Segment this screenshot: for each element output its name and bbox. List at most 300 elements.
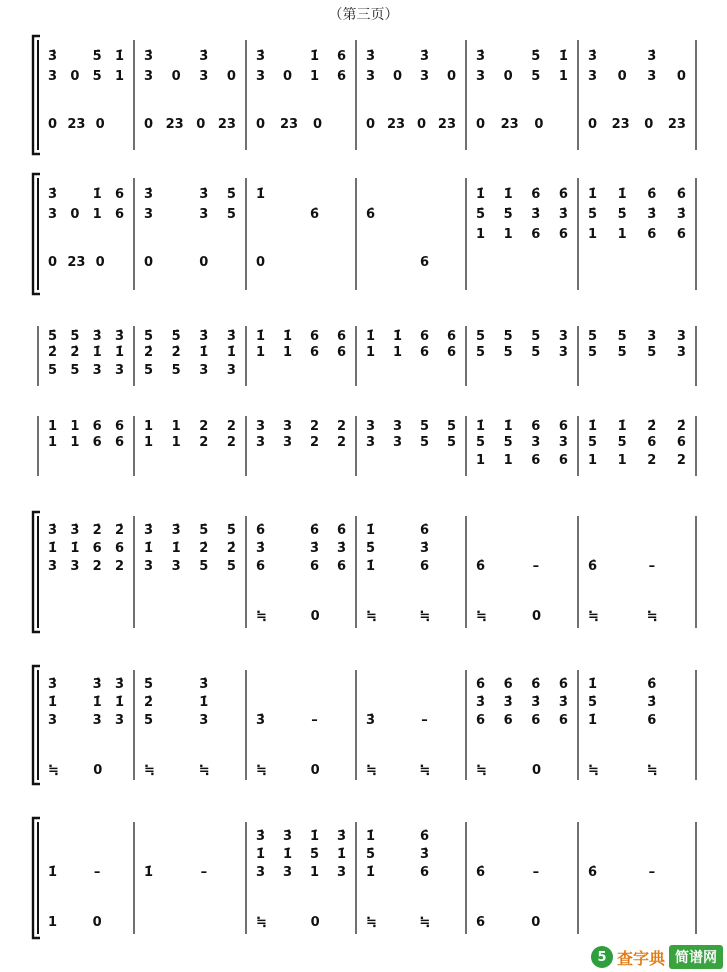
note: 3 [48,68,58,84]
note: 5 [199,558,209,574]
note: 3 [92,712,102,728]
note: 3 [336,864,346,880]
note: 6 [647,434,657,450]
note-row [476,762,568,778]
note-row [144,762,236,778]
note-row [366,828,456,844]
measure [366,326,456,386]
note-row [256,418,346,434]
note-row [144,434,236,450]
note-row [476,452,568,468]
note: 3̇ [199,328,209,344]
note: 0 [48,254,58,270]
note: 3̇ [144,186,154,202]
note: 1̇ [588,712,598,728]
note: 5 [144,362,154,378]
note: 5 [446,434,456,450]
note: 3̇ [256,828,266,844]
note: 6 [309,328,320,344]
note: 2̇ [647,418,657,434]
note: 1̇ [282,846,293,862]
note: 5 [48,362,58,378]
note: 3̇ [256,48,266,64]
note: 6̇ [503,676,513,692]
note: 3 [366,434,376,450]
note: 6̇ [647,676,657,692]
note-row [48,676,124,692]
note: 6 [419,328,430,344]
note: 5 [476,328,486,344]
note: 1̇ [366,828,376,844]
note-row [588,418,686,434]
note: – [421,712,428,728]
note-row [366,608,456,624]
note: 6 [647,226,657,242]
note: 0 [503,68,513,84]
note: 3̇ [70,522,80,538]
note: 3 [476,68,486,84]
note-row [588,676,686,692]
note: 5 [446,418,456,434]
note: 3̇ [92,676,102,692]
note: 0 [95,116,105,132]
note: 3 [392,418,403,434]
note: 1 [144,434,154,450]
note: 5 [503,434,513,450]
note: 6̇ [366,206,376,222]
note: 2̇ [48,344,58,360]
note: 6̇ [476,676,486,692]
note: 1̇ [114,344,124,360]
measure [48,516,124,628]
note: – [532,558,540,574]
note: 0 [144,116,154,132]
watermark-logo-icon: 5 [591,946,613,968]
note: 1 [617,452,627,468]
note-row [48,540,124,556]
note: 2̇ [144,694,154,710]
note-row [256,116,346,132]
note: 2 [199,418,209,434]
note: 1 [617,226,627,242]
note: 1̇ [392,328,403,344]
note: 1 [282,344,293,360]
note: 3̇ [419,48,430,64]
note-row [366,186,456,202]
note: 6 [114,434,124,450]
note: 2 [647,452,657,468]
note: 5 [531,68,541,84]
note: ≒ [419,914,431,930]
note: 3 [226,362,236,378]
note-row [366,676,456,692]
note-row [588,328,686,344]
note: 1 [48,434,58,450]
note: 1̇ [366,864,376,880]
note: 3 [419,68,430,84]
note: 23 [667,116,686,132]
score-system [0,326,727,386]
note: 6 [647,712,657,728]
note-row [144,676,236,692]
note: 1̇ [256,328,266,344]
note-row [588,864,686,880]
note-row [588,344,686,360]
note-row [588,608,686,624]
note: 2̇ [226,540,236,556]
note-row [144,828,236,844]
note: 0 [531,762,541,778]
note: 6 [676,434,686,450]
note: 5̇ [226,522,236,538]
note-row [366,206,456,222]
note: 1̇ [48,694,58,710]
note-row [256,254,346,270]
note: 1̇ [70,540,80,556]
note: 5 [588,434,598,450]
note-row [588,186,686,202]
note-row [588,762,686,778]
note-row [48,328,124,344]
measure [256,416,346,476]
note: 5̇ [309,846,320,862]
note: 1̇ [476,186,486,202]
note: 3̇ [419,540,430,556]
note: ≒ [588,762,599,778]
note: – [311,712,318,728]
note: 3 [588,68,598,84]
note: 5 [531,328,541,344]
note: 0 [310,608,320,624]
note: 3̇ [558,694,568,710]
note-row [256,344,346,360]
note-row [366,68,456,84]
note: 6̇ [309,206,320,222]
note: 1̇ [171,540,181,556]
note-row [366,712,456,728]
note: 5 [617,434,627,450]
note-row [48,344,124,360]
note: 1̇ [366,328,376,344]
note-row [144,362,236,378]
note: 3̇ [503,694,513,710]
note: 5̇ [366,540,376,556]
note: 0 [531,608,541,624]
note: 23 [217,116,236,132]
note: – [648,558,656,574]
note: 1̇ [256,846,266,862]
note: 3 [144,206,154,222]
note: 6 [676,226,686,242]
note-row [48,68,124,84]
note: – [532,864,540,880]
note: 1 [503,452,513,468]
note-row [476,48,568,64]
note: 3̇ [476,48,486,64]
measure [366,40,456,150]
note: 6 [446,344,456,360]
note: 5̇ [144,676,154,692]
note: 3 [366,418,376,434]
note: 6 [336,48,346,64]
note: 1 [588,452,598,468]
note-row [144,48,236,64]
note: 5̇ [531,48,541,64]
note: 2 [92,558,102,574]
note-row [476,540,568,556]
note-row [48,418,124,434]
note-row [48,558,124,574]
note: 3̇ [48,522,58,538]
note: 23 [67,116,86,132]
note-row [144,186,236,202]
note-row [476,914,568,930]
note-row [366,418,456,434]
note: 2̇ [70,344,80,360]
note-row [48,712,124,728]
note-row [256,328,346,344]
measure [144,326,236,386]
note: 3 [676,344,686,360]
note-row [48,254,124,270]
note: 6̇ [476,558,486,574]
note: 6̇ [531,186,541,202]
note: 1̇ [309,828,320,844]
note-row [588,540,686,556]
score-system [0,670,727,780]
note: 3̇ [476,694,486,710]
note-row [256,676,346,692]
note: 0 [199,254,209,270]
note: 5̇ [588,694,598,710]
score-system [0,40,727,150]
note: 1̇ [617,186,627,202]
note: 1̇ [588,418,598,434]
note-row [366,694,456,710]
note-row [366,48,456,64]
note: 1 [70,418,80,434]
note: 1̇ [199,694,209,710]
note-row [366,254,456,270]
note-row [588,206,686,222]
note: 2̇ [114,522,124,538]
note: 23 [500,116,519,132]
note: 1̇ [588,186,598,202]
note: 3 [531,434,541,450]
note-row [366,344,456,360]
measure [144,40,236,150]
watermark [591,944,723,970]
note-row [48,186,124,202]
note: 5 [70,362,80,378]
note-row [366,846,456,862]
note-row [144,540,236,556]
note: 0 [48,116,58,132]
note-row [48,694,124,710]
note: 3 [199,362,209,378]
measure [366,516,456,628]
note: 3̇ [531,206,541,222]
note-row [144,522,236,538]
note: 0 [226,68,236,84]
note: 5 [92,68,102,84]
note-row [476,206,568,222]
note: 1̇ [558,48,568,64]
note: ≒ [144,762,155,778]
measure [366,178,456,290]
note: ≒ [256,762,267,778]
note: ≒ [366,762,377,778]
note: 1 [171,418,181,434]
note: 1̇ [92,186,102,202]
note: 2 [309,434,320,450]
note: 5̇ [476,206,486,222]
note: 6 [531,226,541,242]
note-row [144,206,236,222]
note-row [144,558,236,574]
note-row [476,434,568,450]
note: 6 [114,186,124,202]
note: 0 [95,254,105,270]
measure [476,670,568,780]
note: 3̇ [336,540,346,556]
note: 3 [48,712,58,728]
note: 5 [531,344,541,360]
note: 1 [476,226,486,242]
note: 1 [366,344,376,360]
note: 6 [419,254,430,270]
note: 3̇ [114,676,124,692]
note: 3̇ [336,828,346,844]
note: 6 [558,418,568,434]
note: 1̇ [476,418,486,434]
note: 1̇ [226,344,236,360]
note: 1̇ [92,344,102,360]
note: 3̇ [256,540,266,556]
measure [256,178,346,290]
note-row [48,206,124,222]
note-row [144,344,236,360]
note: 3̇ [676,206,686,222]
note: 1̇ [336,846,346,862]
note: 0 [282,68,293,84]
note-row [256,846,346,862]
note: 6 [558,452,568,468]
note: 3 [199,712,209,728]
score-system [0,822,727,934]
measure [144,822,236,934]
note: 5 [503,344,513,360]
note: 2 [199,434,209,450]
note-row [256,48,346,64]
note: 1̇ [199,344,209,360]
note: 23 [386,116,406,132]
note: ≒ [419,762,431,778]
note-row [366,558,456,574]
note: 1̇ [48,540,58,556]
note: 3 [558,434,568,450]
watermark-brand: 查字典 [616,948,665,968]
note: 2 [676,452,686,468]
measure [588,670,686,780]
note-row [144,68,236,84]
note-row [256,712,346,728]
note: 3 [48,206,58,222]
note: 3̇ [48,48,58,64]
note: 3 [114,712,124,728]
measure [48,416,124,476]
note: 1 [558,68,568,84]
note: 0 [392,68,403,84]
note: 1 [256,344,266,360]
note: 0 [171,68,181,84]
measure [144,416,236,476]
note: 6 [309,344,320,360]
note: 0 [144,254,154,270]
note: 1̇ [366,558,376,574]
note: 6 [531,712,541,728]
note-row [256,206,346,222]
note: 6̇ [336,522,346,538]
note: 6̇ [256,522,266,538]
note: 6 [309,558,319,574]
measure [588,822,686,934]
note: 1̇ [617,418,627,434]
measure [256,326,346,386]
measure [476,516,568,628]
note: 0 [92,914,102,930]
note: 0 [476,116,486,132]
note: 1̇ [114,48,124,64]
note: 6 [114,540,124,556]
note: 2 [309,418,320,434]
note: 0 [70,68,80,84]
note: 6 [531,452,541,468]
measure [256,40,346,150]
note: 1 [70,434,80,450]
note: 6 [531,418,541,434]
note: 3̇ [647,694,657,710]
note: 3̇ [647,48,657,64]
note: ≒ [646,608,658,624]
note: 6̇ [588,558,598,574]
note: 5 [419,418,430,434]
measure [476,416,568,476]
note: 5 [226,558,236,574]
note: 5̇ [226,186,236,202]
measure [144,178,236,290]
note: 0 [196,116,206,132]
note: – [93,864,101,880]
note: 2 [114,558,124,574]
note: 1 [144,418,154,434]
note: 1̇ [309,48,319,64]
note: 3̇ [199,676,209,692]
note-row [144,328,236,344]
note: 3̇ [92,328,102,344]
note: 3̇ [144,522,154,538]
note-row [256,540,346,556]
note: 6 [476,712,486,728]
note: 5̇ [92,48,102,64]
note: 3 [558,344,568,360]
note: 3 [92,362,102,378]
note: 6 [476,914,486,930]
note-row [48,48,124,64]
note-row [144,116,236,132]
note-row [256,558,346,574]
note-row [476,558,568,574]
